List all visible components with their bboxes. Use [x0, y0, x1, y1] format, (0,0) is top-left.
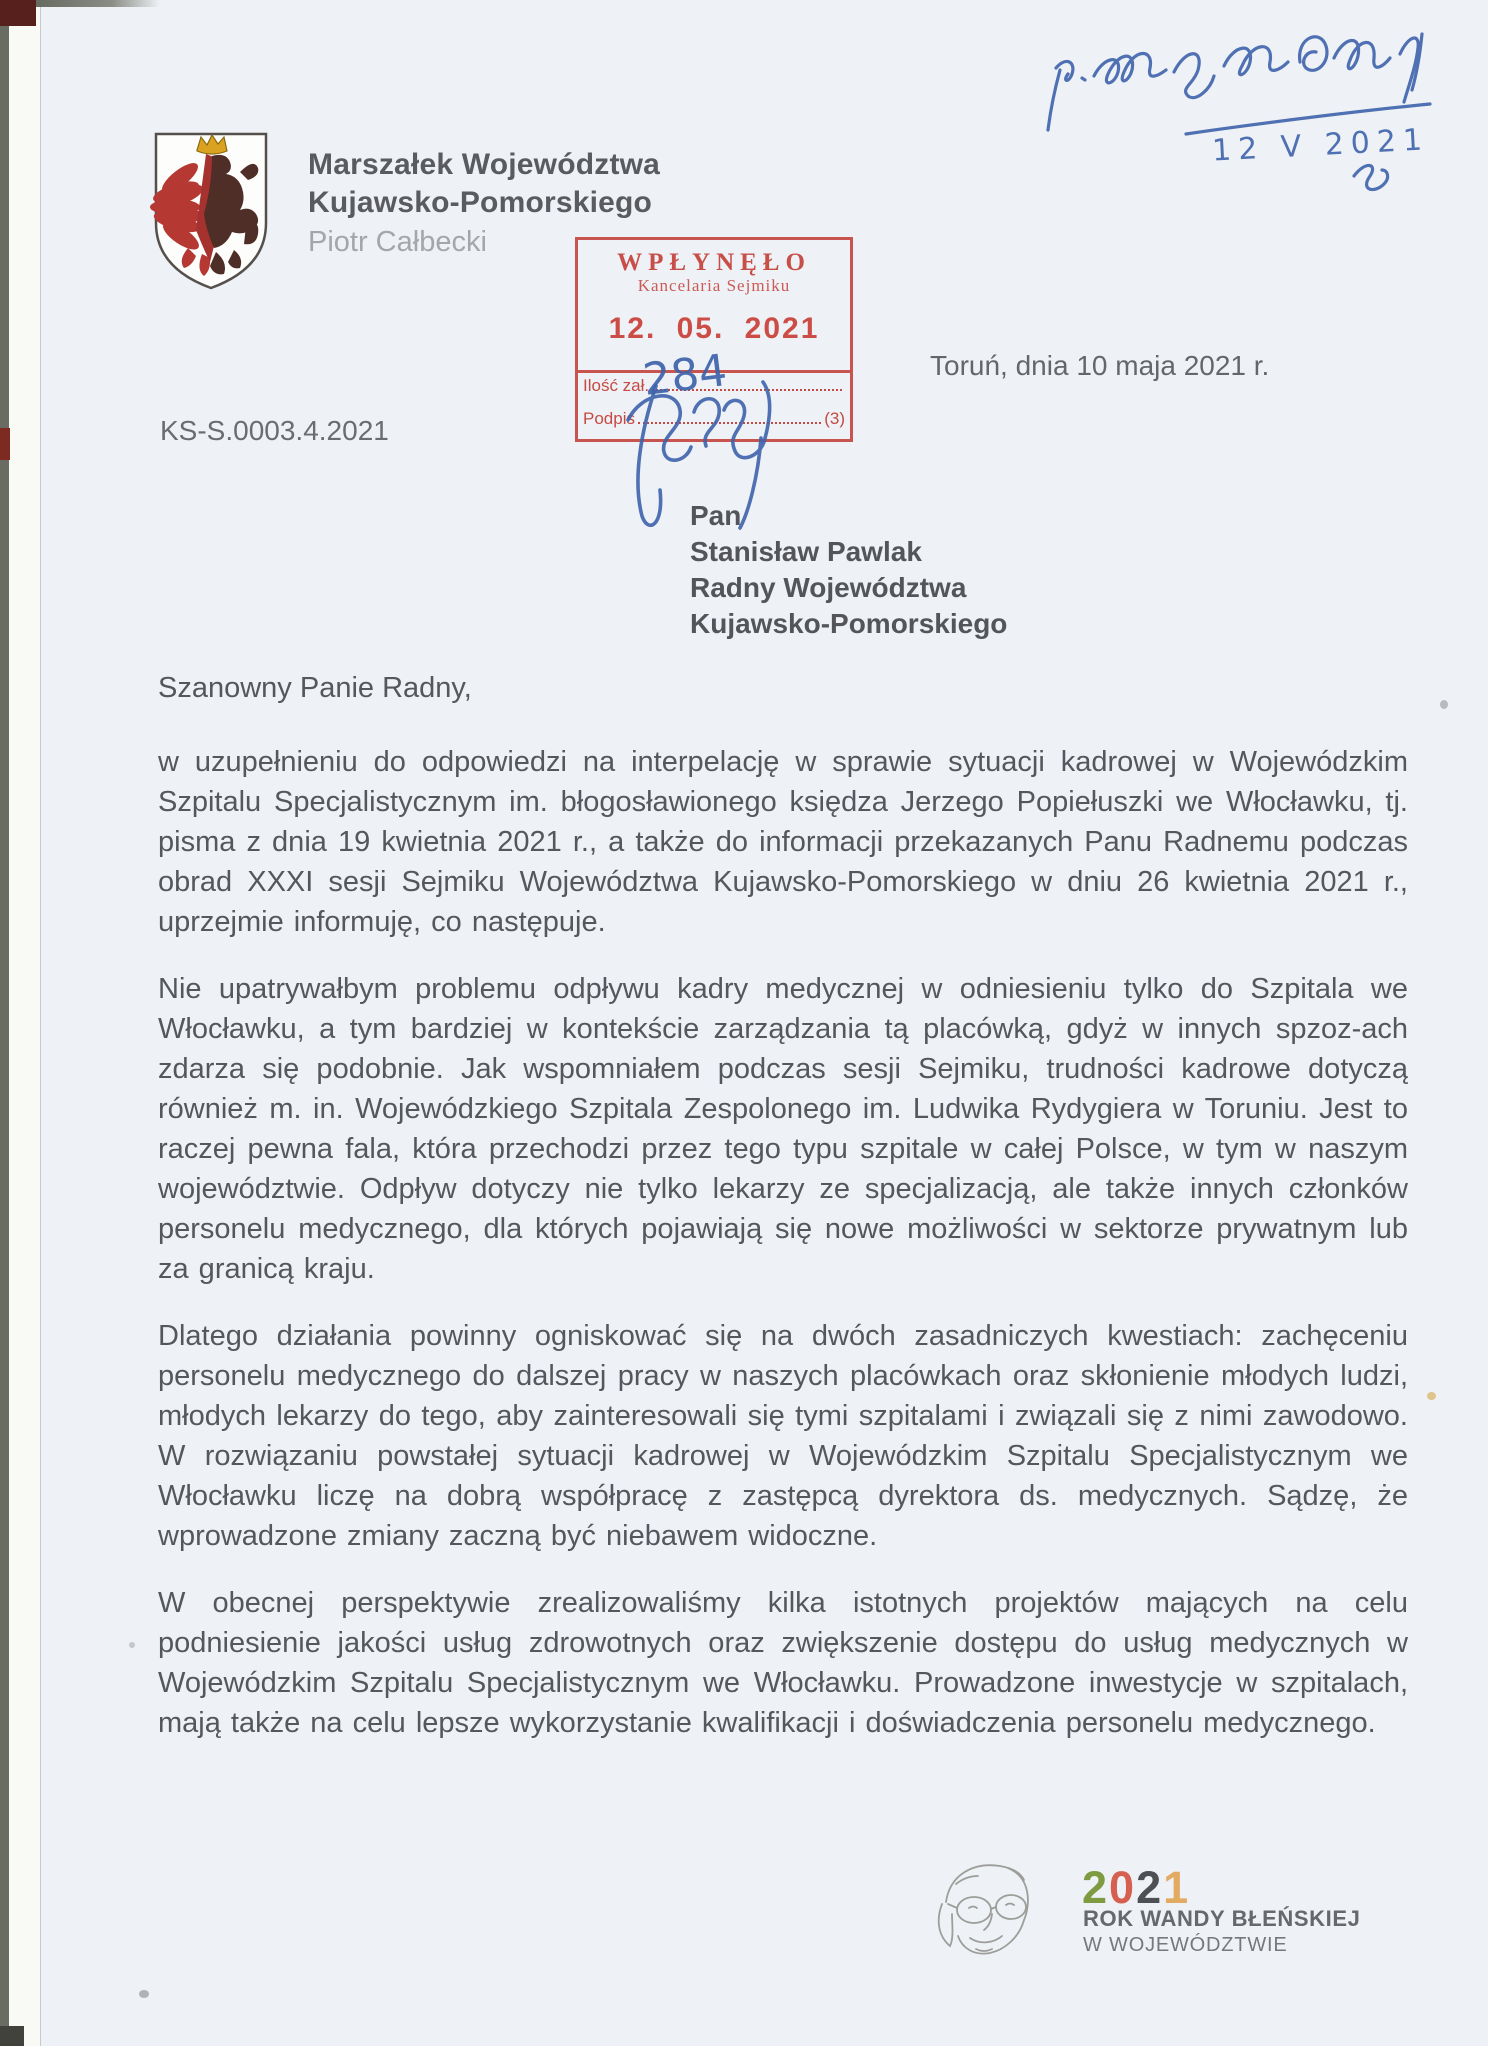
scan-edge-artifact	[0, 0, 9, 2046]
scan-speck	[129, 1642, 135, 1648]
letter-body	[158, 742, 1408, 1770]
letter-dateline: Toruń, dnia 10 maja 2021 r.	[930, 350, 1270, 381]
stamp-title: WPŁYNĘŁO	[617, 249, 811, 276]
year-digit: 2	[1082, 1862, 1110, 1913]
handwritten-attachment-count: 284	[640, 345, 730, 406]
scan-bottom-corner-mark	[0, 2026, 24, 2046]
body-paragraph: Nie upatrywałbym problemu odpływu kadry medycznej w odniesieniu tylko do Szpitala we Włocławku, a tym bardziej w kontekście zarządzania tą placówką, gdyż w innych spzoz-ach zdarza się podobnie. Jak wspomniałem podczas sesji Sejmiku, trudności kadrowe dotyczą również m. in. Wojewódzkiego Szpitala Zespolonego im. Ludwika Rydygiera w Toruniu. Jest to raczej pewna fala, która przechodzi przez tego typu szpitale w całej Polsce, w tym w naszym województwie. Odpływ dotyczy nie tylko lekarzy ze specjalizacją, ale także innych członków personelu medycznego, dla których pojawiają się nowe możliwości w sektorze prywatnym lub za granicą kraju.	[158, 973, 1408, 1285]
body-paragraph: W obecnej perspektywie zrealizowaliśmy kilka istotnych projektów mających na celu podniesienie jakości usług zdrowotnych oraz zwiększenie dostępu do usług medycznych w Wojewódzkim Szpitalu Specjalistycznym we Włocławku. Prowadzone inwestycje w szpitalach, mają także na celu lepsze wykorzystanie kwalifikacji i doświadczenia personelu medycznego.	[158, 1587, 1408, 1739]
scan-paper-edge	[9, 0, 41, 2046]
stamp-signature-label: Podpis	[583, 409, 635, 428]
recipient-line: Kujawsko-Pomorskiego	[690, 608, 1008, 639]
recipient-line: Radny Województwa	[690, 572, 967, 603]
stamp-office: Kancelaria Sejmiku	[637, 276, 791, 295]
reference-number: KS-S.0003.4.2021	[160, 415, 389, 446]
year-digit: 2	[1136, 1862, 1164, 1913]
body-paragraph: Dlatego działania powinny ogniskować się na dwóch zasadniczych kwestiach: zachęceniu personelu medycznego do dalszej pracy w naszych placówkach oraz skłonienie młodych ludzi, młodych lekarzy do tego, aby zainteresowali się tymi szpitalami i związali się z nimi zawodowo. W rozwiązaniu powstałej sytuacji kadrowej w Wojewódzkim Szpitalu Specjalistycznym we Włocławku liczę na dobrą współpracę z zastępcą dyrektora ds. medycznych. Sądzę, że wprowadzone zmiany zaczną być niebawem widoczne.	[158, 1320, 1408, 1552]
year-digit: 1	[1163, 1862, 1191, 1913]
handwritten-date-note: 12 V 2021	[1211, 122, 1430, 169]
scan-corner-mark	[0, 0, 36, 26]
sender-name: Piotr Całbecki	[308, 226, 487, 258]
year-digit: 0	[1109, 1862, 1137, 1913]
scan-speck	[1440, 700, 1448, 709]
wanda-blenska-portrait-sketch-icon	[912, 1854, 1057, 1972]
stamp-date: 12. 05. 2021	[608, 312, 820, 345]
stamp-page-note: (3)	[824, 409, 845, 428]
scan-speck	[1427, 1392, 1436, 1400]
campaign-title-line1: ROK WANDY BŁEŃSKIEJ	[1083, 1906, 1361, 1931]
recipient-line: Pan	[690, 500, 742, 531]
body-paragraph: w uzupełnieniu do odpowiedzi na interpelację w sprawie sytuacji kadrowej w Wojewódzkim Szpitalu Specjalistycznym im. błogosławionego księdza Jerzego Popiełuszki we Włocławku, tj. pisma z dnia 19 kwietnia 2021 r., a także do informacji przekazanych Panu Radnemu podczas obrad XXXI sesji Sejmiku Województwa Kujawsko-Pomorskiego w dniu 26 kwietnia 2021 r., uprzejmie informuję, co następuje.	[158, 746, 1408, 938]
handwritten-name-annotation	[1038, 18, 1478, 218]
stamp-attachments-label: Ilość zał.	[583, 376, 650, 395]
scan-speck	[139, 1990, 149, 1998]
sender-org-line2: Kujawsko-Pomorskiego	[308, 186, 653, 219]
recipient-line: Stanisław Pawlak	[690, 536, 922, 567]
campaign-title-line2: W WOJEWÓDZTWIE	[1083, 1934, 1288, 1956]
scan-edge-mark	[0, 428, 10, 460]
voivodeship-coat-of-arms-icon	[150, 130, 272, 293]
salutation: Szanowny Panie Radny,	[158, 672, 472, 704]
sender-org-line1: Marszałek Województwa	[308, 148, 661, 181]
